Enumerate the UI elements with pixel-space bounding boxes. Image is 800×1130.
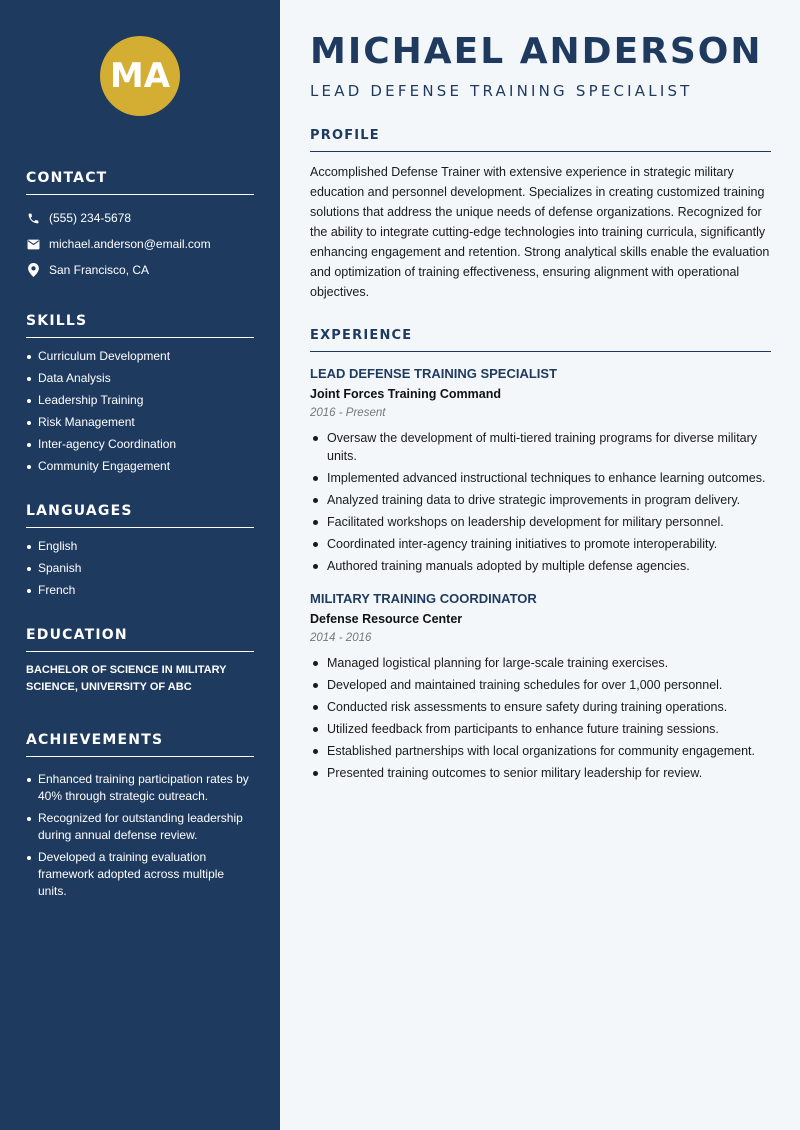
- profile-heading: PROFILE: [310, 128, 771, 152]
- list-item: Established partnerships with local organizations for community engagement.: [310, 742, 771, 760]
- job-entry: [310, 366, 771, 575]
- skills-section: [26, 313, 254, 475]
- contact-location-text: San Francisco, CA: [49, 263, 150, 277]
- education-section: [26, 627, 254, 696]
- envelope-icon: [26, 237, 40, 251]
- list-item: Risk Management: [26, 414, 254, 431]
- contact-phone: [26, 205, 254, 231]
- contact-phone-text: (555) 234-5678: [49, 211, 132, 225]
- job-dates: 2016 - Present: [310, 407, 386, 419]
- experience-heading: EXPERIENCE: [310, 328, 771, 352]
- list-item: Curriculum Development: [26, 348, 254, 365]
- skills-list: [26, 348, 254, 475]
- contact-heading: CONTACT: [26, 170, 254, 195]
- education-heading: EDUCATION: [26, 627, 254, 652]
- candidate-name: MICHAEL ANDERSON: [310, 31, 763, 72]
- list-item: Coordinated inter-agency training initiatives to promote interoperability.: [310, 535, 771, 553]
- languages-heading: LANGUAGES: [26, 503, 254, 528]
- list-item: French: [26, 582, 254, 599]
- contact-list: [26, 205, 254, 283]
- experience-section: [310, 328, 771, 782]
- list-item: Community Engagement: [26, 458, 254, 475]
- list-item: Developed a training evaluation framework adopted across multiple units.: [26, 849, 254, 900]
- languages-list: [26, 538, 254, 599]
- contact-location: [26, 257, 254, 283]
- list-item: Recognized for outstanding leadership during annual defense review.: [26, 810, 254, 844]
- list-item: Authored training manuals adopted by multiple defense agencies.: [310, 557, 771, 575]
- list-item: Oversaw the development of multi-tiered training programs for diverse military units.: [310, 429, 771, 465]
- contact-email: [26, 231, 254, 257]
- list-item: Data Analysis: [26, 370, 254, 387]
- profile-text: Accomplished Defense Trainer with extensive experience in strategic military education and personnel development. Specializes in creating customized training solutions that address the unique needs of defense organizations. Recognized for the ability to integrate cutting-edge technologies into training curricula, significantly enhancing engagement and retention. Strong analytical skills enable the evaluation and optimization of training effectiveness, ensuring alignment with operational objectives.: [310, 165, 770, 299]
- list-item: Spanish: [26, 560, 254, 577]
- skills-heading: SKILLS: [26, 313, 254, 338]
- list-item: Inter-agency Coordination: [26, 436, 254, 453]
- avatar: [100, 36, 180, 116]
- list-item: Enhanced training participation rates by 40% through strategic outreach.: [26, 771, 254, 805]
- list-item: Analyzed training data to drive strategic improvements in program delivery.: [310, 491, 771, 509]
- achievements-heading: ACHIEVEMENTS: [26, 732, 254, 757]
- job-dates: 2014 - 2016: [310, 632, 372, 644]
- list-item: Presented training outcomes to senior military leadership for review.: [310, 764, 771, 782]
- achievements-list: [26, 771, 254, 900]
- profile-section: [310, 128, 771, 302]
- candidate-title: LEAD DEFENSE TRAINING SPECIALIST: [310, 82, 693, 100]
- list-item: Managed logistical planning for large-scale training exercises.: [310, 654, 771, 672]
- list-item: Utilized feedback from participants to enhance future training sessions.: [310, 720, 771, 738]
- education-degree: BACHELOR OF SCIENCE IN MILITARY SCIENCE, UNIVERSITY OF ABC: [26, 664, 227, 693]
- list-item: Developed and maintained training schedules for over 1,000 personnel.: [310, 676, 771, 694]
- job-entry: [310, 591, 771, 782]
- job-company: Joint Forces Training Command: [310, 387, 501, 401]
- list-item: English: [26, 538, 254, 555]
- job-bullets: [310, 429, 771, 575]
- list-item: Implemented advanced instructional techniques to enhance learning outcomes.: [310, 469, 771, 487]
- main-content: [280, 0, 800, 1130]
- list-item: Conducted risk assessments to ensure safety during training operations.: [310, 698, 771, 716]
- job-company: Defense Resource Center: [310, 612, 463, 626]
- job-title: MILITARY TRAINING COORDINATOR: [310, 591, 537, 606]
- contact-section: [26, 170, 254, 283]
- location-pin-icon: [26, 263, 40, 277]
- list-item: Facilitated workshops on leadership development for military personnel.: [310, 513, 771, 531]
- avatar-initials: MA: [109, 56, 171, 96]
- list-item: Leadership Training: [26, 392, 254, 409]
- job-title: LEAD DEFENSE TRAINING SPECIALIST: [310, 366, 558, 381]
- languages-section: [26, 503, 254, 599]
- phone-icon: [26, 211, 40, 225]
- achievements-section: [26, 732, 254, 900]
- contact-email-text: michael.anderson@email.com: [49, 237, 211, 251]
- sidebar: [0, 0, 280, 1130]
- job-bullets: [310, 654, 771, 782]
